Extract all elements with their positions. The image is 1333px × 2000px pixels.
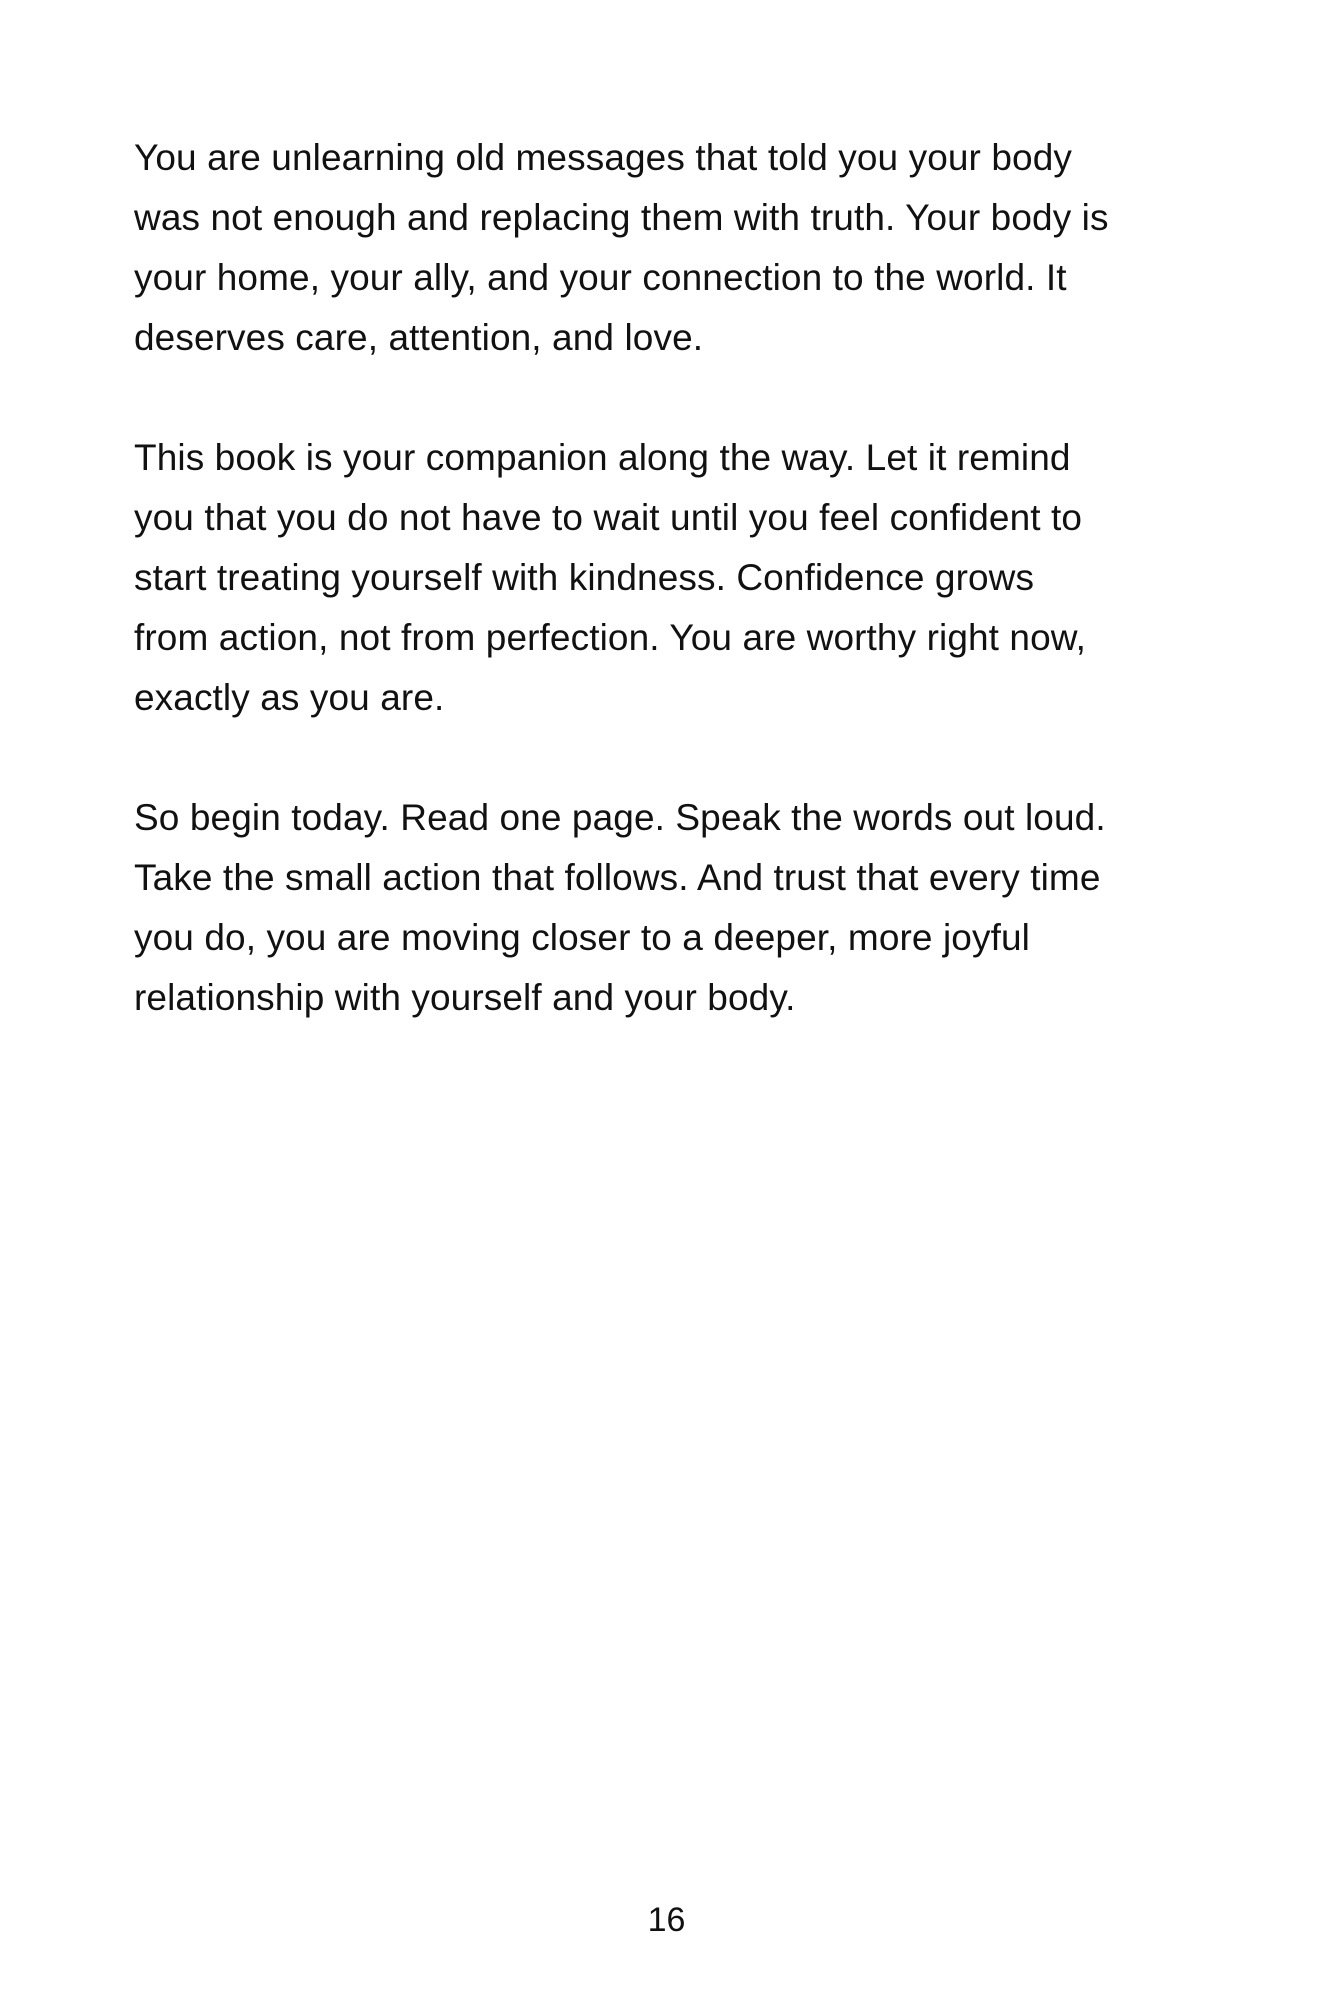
paragraph-unlearning: You are unlearning old messages that told you your body was not enough and replacing them with truth. Your body is your home, your ally, and your connection to the world. It deserves care, attention, and love. <box>134 137 1109 358</box>
page-number: 16 <box>647 1901 686 1939</box>
paragraph-companion: This book is your companion along the way. Let it remind you that you do not have to wait until you feel confident to start treating yourself with kindness. Confidence grows from action, not from perfection. You are worthy right now, exactly as you are. <box>134 437 1086 718</box>
paragraph-begin-today: So begin today. Read one page. Speak the words out loud. Take the small action that follows. And trust that every time you do, you are moving closer to a deeper, more joyful relationship with yourself and your body. <box>134 797 1106 1018</box>
body-text <box>134 128 1219 1088</box>
